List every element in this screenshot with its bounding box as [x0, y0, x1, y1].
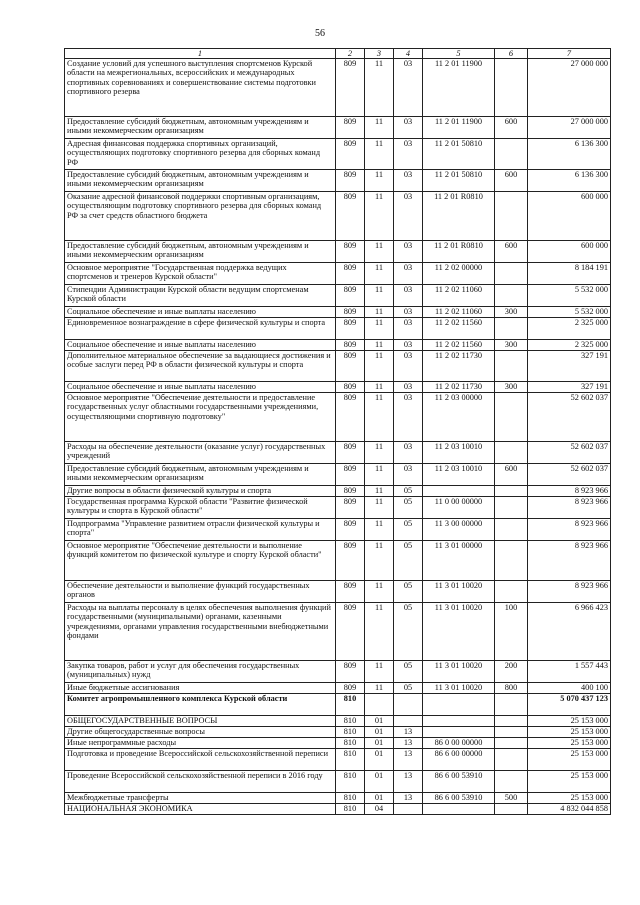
row-admin-code: 809 — [336, 382, 365, 393]
row-subsection-code: 13 — [394, 793, 423, 804]
row-amount: 5 532 000 — [528, 285, 611, 307]
row-expense-type-code — [495, 351, 528, 382]
row-expense-type-code: 100 — [495, 603, 528, 661]
row-amount: 25 153 000 — [528, 771, 611, 793]
row-target-item-code: 11 2 01 50810 — [423, 139, 495, 170]
table-row — [65, 340, 611, 351]
row-subsection-code: 05 — [394, 497, 423, 519]
row-name: НАЦИОНАЛЬНАЯ ЭКОНОМИКА — [65, 804, 336, 815]
row-admin-code: 809 — [336, 285, 365, 307]
table-row — [65, 318, 611, 340]
row-name: Создание условий для успешного выступления спортсменов Курской области на межрегиональных, всероссийских и международных спортивных соревнованиях и совершенствование системы подготовки спортивного резерва — [65, 59, 336, 117]
row-name: Иные бюджетные ассигнования — [65, 683, 336, 694]
row-section-code: 01 — [365, 738, 394, 749]
row-expense-type-code: 600 — [495, 464, 528, 486]
row-target-item-code — [423, 727, 495, 738]
row-amount: 327 191 — [528, 351, 611, 382]
row-section-code: 11 — [365, 683, 394, 694]
row-target-item-code: 86 6 00 53910 — [423, 771, 495, 793]
row-expense-type-code — [495, 59, 528, 117]
row-amount: 52 602 037 — [528, 442, 611, 464]
table-row — [65, 382, 611, 393]
row-amount: 2 325 000 — [528, 340, 611, 351]
table-row — [65, 59, 611, 117]
row-admin-code: 809 — [336, 519, 365, 541]
row-section-code: 01 — [365, 793, 394, 804]
row-admin-code: 810 — [336, 793, 365, 804]
row-section-code: 01 — [365, 771, 394, 793]
row-section-code: 11 — [365, 486, 394, 497]
row-expense-type-code — [495, 442, 528, 464]
row-target-item-code: 11 2 01 11900 — [423, 59, 495, 117]
row-expense-type-code — [495, 749, 528, 771]
row-target-item-code: 11 2 02 00000 — [423, 263, 495, 285]
row-section-code: 11 — [365, 442, 394, 464]
table-row — [65, 285, 611, 307]
row-target-item-code: 11 2 03 00000 — [423, 393, 495, 442]
row-amount: 5 532 000 — [528, 307, 611, 318]
row-admin-code: 809 — [336, 497, 365, 519]
row-name: Расходы на обеспечение деятельности (оказание услуг) государственных учреждений — [65, 442, 336, 464]
header-cell: 5 — [423, 49, 495, 59]
row-admin-code: 809 — [336, 318, 365, 340]
row-name: Основное мероприятие "Обеспечение деятельности и выполнение функций комитетом по физической культуре и спорту Курской области" — [65, 541, 336, 581]
row-section-code: 01 — [365, 727, 394, 738]
row-admin-code: 809 — [336, 340, 365, 351]
row-name: Межбюджетные трансферты — [65, 793, 336, 804]
row-amount: 4 832 044 858 — [528, 804, 611, 815]
row-admin-code: 810 — [336, 716, 365, 727]
row-admin-code: 809 — [336, 263, 365, 285]
row-target-item-code: 11 3 00 00000 — [423, 519, 495, 541]
header-cell: 7 — [528, 49, 611, 59]
row-name: ОБЩЕГОСУДАРСТВЕННЫЕ ВОПРОСЫ — [65, 716, 336, 727]
row-expense-type-code: 600 — [495, 170, 528, 192]
row-section-code: 11 — [365, 170, 394, 192]
row-name: Предоставление субсидий бюджетным, автономным учреждениям и иными некоммерческим организациям — [65, 241, 336, 263]
row-expense-type-code — [495, 486, 528, 497]
row-section-code: 11 — [365, 241, 394, 263]
row-target-item-code: 11 2 01 11900 — [423, 117, 495, 139]
table-row — [65, 442, 611, 464]
table-row — [65, 497, 611, 519]
row-target-item-code: 11 2 02 11060 — [423, 307, 495, 318]
row-target-item-code — [423, 804, 495, 815]
row-subsection-code: 03 — [394, 442, 423, 464]
row-section-code: 11 — [365, 519, 394, 541]
row-expense-type-code — [495, 716, 528, 727]
row-section-code: 04 — [365, 804, 394, 815]
header-row — [65, 49, 611, 59]
row-name: Иные непрограммные расходы — [65, 738, 336, 749]
row-section-code: 11 — [365, 581, 394, 603]
row-admin-code: 809 — [336, 59, 365, 117]
table-row — [65, 486, 611, 497]
row-expense-type-code: 300 — [495, 340, 528, 351]
row-section-code: 01 — [365, 749, 394, 771]
row-subsection-code: 03 — [394, 351, 423, 382]
row-subsection-code: 13 — [394, 738, 423, 749]
row-subsection-code: 03 — [394, 263, 423, 285]
row-name: Дополнительное материальное обеспечение за выдающиеся достижения и особые заслуги перед РФ в области физической культуры и спорта — [65, 351, 336, 382]
row-admin-code: 810 — [336, 749, 365, 771]
row-expense-type-code: 300 — [495, 382, 528, 393]
row-name: Предоставление субсидий бюджетным, автономным учреждениям и иными некоммерческим организациям — [65, 170, 336, 192]
row-section-code — [365, 694, 394, 716]
row-amount: 8 923 966 — [528, 541, 611, 581]
row-admin-code: 809 — [336, 541, 365, 581]
table-row — [65, 241, 611, 263]
row-section-code: 11 — [365, 307, 394, 318]
row-admin-code: 810 — [336, 694, 365, 716]
row-section-code: 11 — [365, 351, 394, 382]
row-subsection-code: 03 — [394, 241, 423, 263]
row-name: Проведение Всероссийской сельскохозяйственной переписи в 2016 году — [65, 771, 336, 793]
row-expense-type-code — [495, 771, 528, 793]
table-row — [65, 541, 611, 581]
row-expense-type-code — [495, 738, 528, 749]
row-expense-type-code — [495, 694, 528, 716]
row-name: Единовременное вознаграждение в сфере физической культуры и спорта — [65, 318, 336, 340]
row-name: Адресная финансовая поддержка спортивных организаций, осуществляющих подготовку спортивного резерва для сборных команд РФ — [65, 139, 336, 170]
row-subsection-code: 03 — [394, 139, 423, 170]
row-target-item-code: 11 2 01 50810 — [423, 170, 495, 192]
row-target-item-code: 11 2 03 10010 — [423, 442, 495, 464]
row-subsection-code: 05 — [394, 661, 423, 683]
row-amount: 25 153 000 — [528, 727, 611, 738]
table-row — [65, 793, 611, 804]
row-target-item-code: 11 3 01 00000 — [423, 541, 495, 581]
row-admin-code: 809 — [336, 486, 365, 497]
row-admin-code: 809 — [336, 307, 365, 318]
row-amount: 8 923 966 — [528, 519, 611, 541]
table-row — [65, 727, 611, 738]
header-cell: 4 — [394, 49, 423, 59]
row-section-code: 11 — [365, 497, 394, 519]
row-target-item-code: 11 2 03 10010 — [423, 464, 495, 486]
row-target-item-code — [423, 486, 495, 497]
table-row — [65, 804, 611, 815]
table-row — [65, 117, 611, 139]
row-amount: 327 191 — [528, 382, 611, 393]
row-name: Комитет агропромышленного комплекса Курской области — [65, 694, 336, 716]
row-target-item-code: 11 2 02 11560 — [423, 318, 495, 340]
row-amount: 600 000 — [528, 192, 611, 241]
row-amount: 27 000 000 — [528, 59, 611, 117]
row-amount: 2 325 000 — [528, 318, 611, 340]
row-admin-code: 809 — [336, 192, 365, 241]
table-row — [65, 192, 611, 241]
row-admin-code: 810 — [336, 727, 365, 738]
row-expense-type-code: 200 — [495, 661, 528, 683]
row-amount: 5 070 437 123 — [528, 694, 611, 716]
row-expense-type-code — [495, 393, 528, 442]
row-subsection-code: 13 — [394, 727, 423, 738]
row-target-item-code: 11 3 01 10020 — [423, 581, 495, 603]
table-row — [65, 694, 611, 716]
row-section-code: 11 — [365, 603, 394, 661]
row-section-code: 01 — [365, 716, 394, 727]
row-name: Другие вопросы в области физической культуры и спорта — [65, 486, 336, 497]
row-expense-type-code: 600 — [495, 117, 528, 139]
row-subsection-code: 13 — [394, 749, 423, 771]
table-row — [65, 307, 611, 318]
row-name: Основное мероприятие "Государственная поддержка ведущих спортсменов и тренеров Курской области" — [65, 263, 336, 285]
row-admin-code: 809 — [336, 442, 365, 464]
row-name: Подпрограмма "Управление развитием отрасли физической культуры и спорта" — [65, 519, 336, 541]
row-admin-code: 809 — [336, 393, 365, 442]
page-number: 56 — [315, 28, 325, 39]
row-target-item-code: 11 2 01 R0810 — [423, 192, 495, 241]
row-target-item-code: 86 6 00 53910 — [423, 793, 495, 804]
row-subsection-code: 03 — [394, 170, 423, 192]
row-amount: 8 184 191 — [528, 263, 611, 285]
row-expense-type-code: 500 — [495, 793, 528, 804]
row-subsection-code: 03 — [394, 307, 423, 318]
table-row — [65, 749, 611, 771]
table-row — [65, 683, 611, 694]
row-expense-type-code — [495, 727, 528, 738]
row-amount: 25 153 000 — [528, 793, 611, 804]
row-subsection-code: 05 — [394, 519, 423, 541]
row-name: Государственная программа Курской области "Развитие физической культуры и спорта в Курской области" — [65, 497, 336, 519]
row-expense-type-code: 800 — [495, 683, 528, 694]
table-row — [65, 771, 611, 793]
row-expense-type-code — [495, 804, 528, 815]
row-name: Закупка товаров, работ и услуг для обеспечения государственных (муниципальных) нужд — [65, 661, 336, 683]
row-expense-type-code — [495, 497, 528, 519]
row-subsection-code: 03 — [394, 393, 423, 442]
row-name: Социальное обеспечение и иные выплаты населению — [65, 382, 336, 393]
row-name: Расходы на выплаты персоналу в целях обеспечения выполнения функций государственными (муниципальными) органами, казенными учреждениями, органами управления государственными внебюджетными фондами — [65, 603, 336, 661]
row-name: Стипендии Администрации Курской области ведущим спортсменам Курской области — [65, 285, 336, 307]
row-amount: 27 000 000 — [528, 117, 611, 139]
row-subsection-code: 03 — [394, 382, 423, 393]
row-admin-code: 810 — [336, 738, 365, 749]
row-name: Социальное обеспечение и иные выплаты населению — [65, 340, 336, 351]
row-amount: 8 923 966 — [528, 581, 611, 603]
row-amount: 52 602 037 — [528, 393, 611, 442]
row-amount: 8 923 966 — [528, 486, 611, 497]
row-admin-code: 809 — [336, 351, 365, 382]
row-name: Основное мероприятие "Обеспечение деятельности и предоставление государственных услуг областными государственными учреждениями, осуществляющими спортивную подготовку" — [65, 393, 336, 442]
row-section-code: 11 — [365, 541, 394, 581]
row-target-item-code: 11 3 01 10020 — [423, 603, 495, 661]
row-section-code: 11 — [365, 464, 394, 486]
row-subsection-code: 05 — [394, 683, 423, 694]
table-row — [65, 351, 611, 382]
row-name: Обеспечение деятельности и выполнение функций государственных органов — [65, 581, 336, 603]
table-row — [65, 519, 611, 541]
row-admin-code: 809 — [336, 603, 365, 661]
row-target-item-code — [423, 694, 495, 716]
row-subsection-code: 13 — [394, 771, 423, 793]
row-expense-type-code: 600 — [495, 241, 528, 263]
row-subsection-code — [394, 716, 423, 727]
row-expense-type-code — [495, 285, 528, 307]
header-cell: 3 — [365, 49, 394, 59]
table-row — [65, 603, 611, 661]
row-section-code: 11 — [365, 340, 394, 351]
row-expense-type-code: 300 — [495, 307, 528, 318]
row-subsection-code: 05 — [394, 486, 423, 497]
row-admin-code: 809 — [336, 464, 365, 486]
row-section-code: 11 — [365, 661, 394, 683]
row-subsection-code: 05 — [394, 603, 423, 661]
table-row — [65, 464, 611, 486]
row-name: Предоставление субсидий бюджетным, автономным учреждениям и иными некоммерческим организациям — [65, 117, 336, 139]
row-subsection-code: 03 — [394, 318, 423, 340]
row-amount: 52 602 037 — [528, 464, 611, 486]
table-row — [65, 393, 611, 442]
row-target-item-code: 11 2 02 11560 — [423, 340, 495, 351]
header-cell: 2 — [336, 49, 365, 59]
row-amount: 600 000 — [528, 241, 611, 263]
row-subsection-code — [394, 694, 423, 716]
row-amount: 25 153 000 — [528, 716, 611, 727]
row-admin-code: 809 — [336, 117, 365, 139]
row-subsection-code: 05 — [394, 541, 423, 581]
row-section-code: 11 — [365, 117, 394, 139]
header-cell: 6 — [495, 49, 528, 59]
row-target-item-code: 11 0 00 00000 — [423, 497, 495, 519]
row-section-code: 11 — [365, 59, 394, 117]
row-section-code: 11 — [365, 192, 394, 241]
table-row — [65, 738, 611, 749]
table-row — [65, 581, 611, 603]
row-section-code: 11 — [365, 318, 394, 340]
table-row — [65, 139, 611, 170]
row-subsection-code: 03 — [394, 285, 423, 307]
row-target-item-code: 86 0 00 00000 — [423, 738, 495, 749]
row-target-item-code: 11 2 02 11730 — [423, 382, 495, 393]
row-subsection-code: 03 — [394, 117, 423, 139]
row-admin-code: 809 — [336, 683, 365, 694]
row-amount: 8 923 966 — [528, 497, 611, 519]
row-amount: 6 136 300 — [528, 139, 611, 170]
row-expense-type-code — [495, 541, 528, 581]
row-target-item-code: 11 2 02 11730 — [423, 351, 495, 382]
row-name: Другие общегосударственные вопросы — [65, 727, 336, 738]
row-target-item-code: 11 2 01 R0810 — [423, 241, 495, 263]
row-admin-code: 809 — [336, 241, 365, 263]
row-amount: 6 136 300 — [528, 170, 611, 192]
row-target-item-code: 11 3 01 10020 — [423, 683, 495, 694]
row-expense-type-code — [495, 519, 528, 541]
row-target-item-code: 86 6 00 00000 — [423, 749, 495, 771]
row-name: Подготовка и проведение Всероссийской сельскохозяйственной переписи — [65, 749, 336, 771]
row-admin-code: 809 — [336, 581, 365, 603]
row-target-item-code — [423, 716, 495, 727]
budget-table — [64, 48, 611, 815]
row-section-code: 11 — [365, 393, 394, 442]
table-row — [65, 170, 611, 192]
row-name: Оказание адресной финансовой поддержки спортивным организациям, осуществляющим подготовку спортивного резерва для сборных команд РФ за счет средств областного бюджета — [65, 192, 336, 241]
row-admin-code: 810 — [336, 804, 365, 815]
row-amount: 1 557 443 — [528, 661, 611, 683]
row-admin-code: 809 — [336, 139, 365, 170]
row-section-code: 11 — [365, 285, 394, 307]
row-name: Социальное обеспечение и иные выплаты населению — [65, 307, 336, 318]
row-amount: 6 966 423 — [528, 603, 611, 661]
row-subsection-code: 05 — [394, 581, 423, 603]
row-admin-code: 809 — [336, 170, 365, 192]
row-admin-code: 810 — [336, 771, 365, 793]
row-expense-type-code — [495, 192, 528, 241]
row-expense-type-code — [495, 581, 528, 603]
table-row — [65, 661, 611, 683]
row-expense-type-code — [495, 263, 528, 285]
row-subsection-code: 03 — [394, 192, 423, 241]
row-section-code: 11 — [365, 263, 394, 285]
row-name: Предоставление субсидий бюджетным, автономным учреждениям и иными некоммерческим организациям — [65, 464, 336, 486]
row-subsection-code: 03 — [394, 340, 423, 351]
row-expense-type-code — [495, 318, 528, 340]
row-amount: 25 153 000 — [528, 749, 611, 771]
header-cell: 1 — [65, 49, 336, 59]
row-subsection-code: 03 — [394, 464, 423, 486]
row-section-code: 11 — [365, 382, 394, 393]
row-subsection-code: 03 — [394, 59, 423, 117]
row-subsection-code — [394, 804, 423, 815]
row-amount: 25 153 000 — [528, 738, 611, 749]
row-admin-code: 809 — [336, 661, 365, 683]
row-target-item-code: 11 2 02 11060 — [423, 285, 495, 307]
table-row — [65, 263, 611, 285]
row-target-item-code: 11 3 01 10020 — [423, 661, 495, 683]
table-row — [65, 716, 611, 727]
row-amount: 400 100 — [528, 683, 611, 694]
row-section-code: 11 — [365, 139, 394, 170]
row-expense-type-code — [495, 139, 528, 170]
